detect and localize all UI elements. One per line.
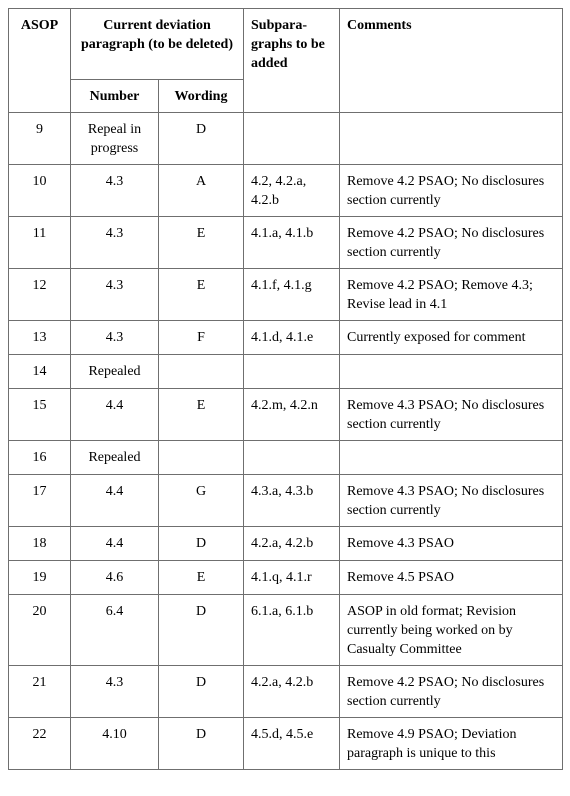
cell-wording: E: [159, 389, 244, 441]
cell-subparagraphs: 4.2.a, 4.2.b: [244, 666, 340, 718]
cell-number: 4.3: [71, 217, 159, 269]
table-body: [9, 113, 563, 770]
cell-subparagraphs: [244, 355, 340, 389]
cell-comments: [340, 441, 563, 475]
cell-asop: 13: [9, 321, 71, 355]
cell-wording: [159, 355, 244, 389]
table-row: [9, 113, 563, 165]
cell-comments: [340, 355, 563, 389]
cell-asop: 16: [9, 441, 71, 475]
table-row: [9, 441, 563, 475]
cell-subparagraphs: 4.2.a, 4.2.b: [244, 527, 340, 561]
cell-number: 4.4: [71, 389, 159, 441]
cell-comments: Remove 4.5 PSAO: [340, 561, 563, 595]
cell-wording: E: [159, 217, 244, 269]
cell-asop: 18: [9, 527, 71, 561]
cell-asop: 15: [9, 389, 71, 441]
cell-comments: Remove 4.9 PSAO; Deviation paragraph is unique to this: [340, 718, 563, 770]
cell-asop: 20: [9, 595, 71, 666]
header-comments: Comments: [340, 9, 563, 113]
cell-asop: 21: [9, 666, 71, 718]
cell-subparagraphs: 6.1.a, 6.1.b: [244, 595, 340, 666]
cell-number: 4.3: [71, 165, 159, 217]
table-row: [9, 217, 563, 269]
cell-asop: 19: [9, 561, 71, 595]
cell-subparagraphs: 4.2.m, 4.2.n: [244, 389, 340, 441]
header-subparagraphs: Subpara-graphs to be added: [244, 9, 340, 113]
table-row: [9, 666, 563, 718]
header-wording: Wording: [159, 80, 244, 113]
cell-comments: Remove 4.3 PSAO: [340, 527, 563, 561]
cell-wording: E: [159, 269, 244, 321]
header-current-deviation: Current deviation paragraph (to be deleted): [71, 9, 244, 80]
cell-wording: D: [159, 113, 244, 165]
cell-wording: D: [159, 595, 244, 666]
cell-asop: 10: [9, 165, 71, 217]
table-row: [9, 389, 563, 441]
cell-wording: D: [159, 527, 244, 561]
cell-comments: ASOP in old format; Revision currently being worked on by Casualty Committee: [340, 595, 563, 666]
cell-number: 4.6: [71, 561, 159, 595]
cell-comments: Currently exposed for comment: [340, 321, 563, 355]
cell-number: 4.3: [71, 666, 159, 718]
table-row: [9, 165, 563, 217]
cell-subparagraphs: 4.1.a, 4.1.b: [244, 217, 340, 269]
table-row: [9, 595, 563, 666]
cell-subparagraphs: [244, 113, 340, 165]
cell-number: 4.4: [71, 475, 159, 527]
cell-asop: 22: [9, 718, 71, 770]
cell-subparagraphs: 4.1.d, 4.1.e: [244, 321, 340, 355]
cell-comments: Remove 4.2 PSAO; Remove 4.3; Revise lead in 4.1: [340, 269, 563, 321]
cell-wording: G: [159, 475, 244, 527]
cell-asop: 17: [9, 475, 71, 527]
cell-wording: A: [159, 165, 244, 217]
table-row: [9, 355, 563, 389]
cell-subparagraphs: 4.5.d, 4.5.e: [244, 718, 340, 770]
cell-comments: Remove 4.3 PSAO; No disclosures section currently: [340, 475, 563, 527]
cell-asop: 12: [9, 269, 71, 321]
table-row: [9, 561, 563, 595]
cell-comments: Remove 4.2 PSAO; No disclosures section currently: [340, 165, 563, 217]
cell-comments: [340, 113, 563, 165]
cell-comments: Remove 4.3 PSAO; No disclosures section currently: [340, 389, 563, 441]
header-asop: ASOP: [9, 9, 71, 113]
cell-number: 4.10: [71, 718, 159, 770]
asop-deviation-table: [8, 8, 563, 770]
table-row: [9, 718, 563, 770]
header-number: Number: [71, 80, 159, 113]
cell-subparagraphs: 4.2, 4.2.a, 4.2.b: [244, 165, 340, 217]
table-header: [9, 9, 563, 113]
cell-comments: Remove 4.2 PSAO; No disclosures section currently: [340, 217, 563, 269]
table-row: [9, 321, 563, 355]
cell-number: 6.4: [71, 595, 159, 666]
cell-number: Repeal in progress: [71, 113, 159, 165]
cell-comments: Remove 4.2 PSAO; No disclosures section currently: [340, 666, 563, 718]
cell-wording: D: [159, 666, 244, 718]
cell-wording: [159, 441, 244, 475]
cell-wording: D: [159, 718, 244, 770]
cell-number: 4.3: [71, 321, 159, 355]
cell-subparagraphs: 4.1.q, 4.1.r: [244, 561, 340, 595]
cell-wording: F: [159, 321, 244, 355]
cell-asop: 11: [9, 217, 71, 269]
cell-subparagraphs: [244, 441, 340, 475]
cell-number: Repealed: [71, 355, 159, 389]
table-row: [9, 527, 563, 561]
cell-subparagraphs: 4.1.f, 4.1.g: [244, 269, 340, 321]
cell-asop: 14: [9, 355, 71, 389]
cell-number: 4.3: [71, 269, 159, 321]
table-row: [9, 475, 563, 527]
cell-number: Repealed: [71, 441, 159, 475]
cell-wording: E: [159, 561, 244, 595]
cell-subparagraphs: 4.3.a, 4.3.b: [244, 475, 340, 527]
cell-asop: 9: [9, 113, 71, 165]
cell-number: 4.4: [71, 527, 159, 561]
table-row: [9, 269, 563, 321]
